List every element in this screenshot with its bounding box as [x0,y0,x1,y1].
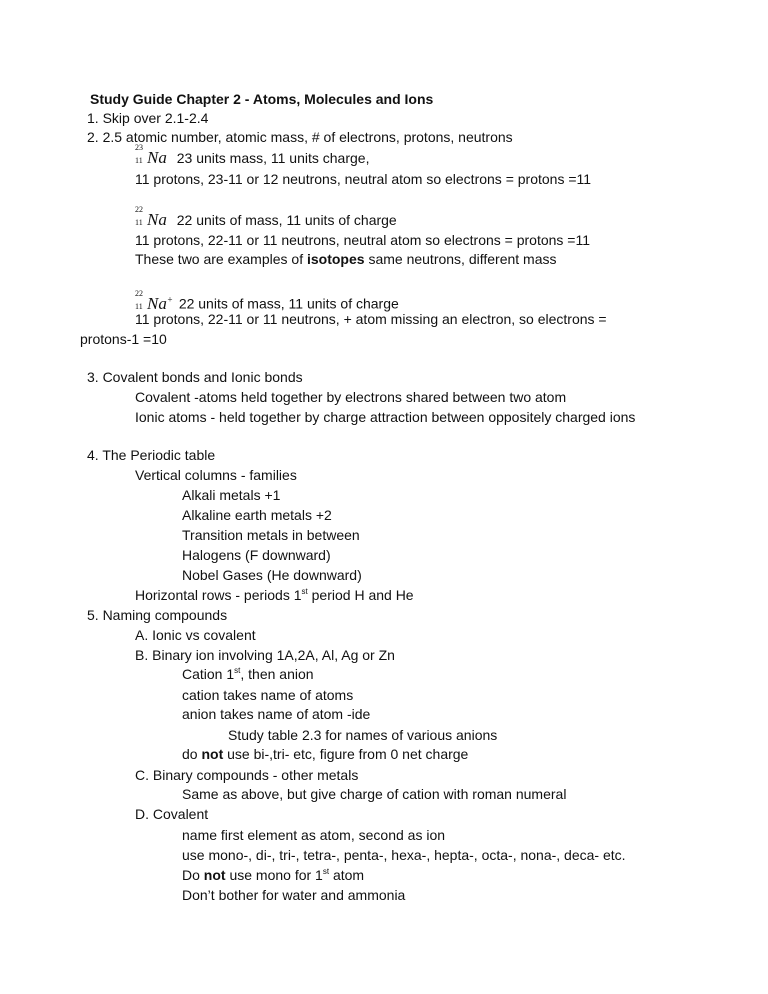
ion-detail-cont: protons-1 =10 [80,331,167,347]
superscript: st [234,666,241,675]
text: same neutrons, different mass [364,251,557,267]
item-3-heading: 3. Covalent bonds and Ionic bonds [87,369,303,385]
item-5b-4: Study table 2.3 for names of various anions [228,727,498,743]
mass-number: 22 [135,288,143,298]
atomic-number: 11 [135,218,143,227]
bold-term: isotopes [306,251,365,267]
item-5b-1 [182,666,314,683]
item-5d: D. Covalent [135,806,209,822]
bold-term: not [201,746,224,762]
text: Horizontal rows - periods 1 [135,587,302,603]
bold-term: not [203,867,226,883]
item-5d-1: name first element as atom, second as ion [182,827,446,843]
item-1: 1. Skip over 2.1-2.4 [87,110,209,126]
mass-number: 22 [135,205,143,214]
item-5b-5 [182,746,468,763]
family-item: Nobel Gases (He downward) [182,567,362,583]
element-symbol: Na [147,210,167,229]
isotope-detail: 11 protons, 23-11 or 12 neutrons, neutral atom so electrons = protons =11 [135,171,592,187]
isotopes-note [135,251,557,268]
isotope-description: 22 units of mass, 11 units of charge [176,212,397,228]
text: use bi-,tri- etc, figure from 0 net charge [223,746,469,762]
family-item: Alkaline earth metals +2 [182,507,332,523]
isotope-example-1 [135,143,370,167]
item-4-heading: 4. The Periodic table [87,447,216,463]
text: , then anion [240,666,314,682]
text: period H and He [307,587,414,603]
isotope-description: 23 units mass, 11 units charge, [176,150,370,166]
item-5a: A. Ionic vs covalent [135,627,256,643]
atomic-number: 11 [135,301,143,311]
isotope-detail: 11 protons, 22-11 or 11 neutrons, neutral atom so electrons = protons =11 [135,232,591,248]
item-5c-1: Same as above, but give charge of cation with roman numeral [182,786,567,802]
text: These two are examples of [135,251,307,267]
text: Do [182,867,204,883]
text: atom [329,867,365,883]
element-symbol: Na [147,293,167,313]
item-5b-3: anion takes name of atom -ide [182,706,371,722]
ion-description: 22 units of mass, 11 units of charge [178,295,399,312]
item-5d-4: Don’t bother for water and ammonia [182,887,406,903]
horizontal-rows [135,587,414,604]
family-item: Alkali metals +1 [182,487,281,503]
superscript: st [301,587,308,596]
ion-detail: 11 protons, 22-11 or 11 neutrons, + atom missing an electron, so electrons = [135,311,607,327]
mass-number: 23 [135,143,143,152]
item-5c: C. Binary compounds - other metals [135,767,359,783]
isotope-notation [135,143,167,167]
covalent-def: Covalent -atoms held together by electrons shared between two atom [135,389,567,405]
item-5d-2: use mono-, di-, tri-, tetra-, penta-, hexa-, hepta-, octa-, nona-, deca- etc. [182,847,626,863]
vertical-columns: Vertical columns - families [135,467,297,483]
text: do [182,746,202,762]
isotope-notation [135,205,167,229]
item-2-heading: 2. 2.5 atomic number, atomic mass, # of electrons, protons, neutrons [87,129,513,145]
item-5d-3 [182,867,364,884]
item-5b: B. Binary ion involving 1A,2A, Al, Ag or Zn [135,647,395,663]
text: Cation 1 [182,666,235,682]
text: use mono for 1 [225,867,323,883]
item-5-heading: 5. Naming compounds [87,607,228,623]
ion-notation [135,288,173,313]
ion-example [135,288,399,313]
isotope-example-2 [135,205,397,229]
document-title: Study Guide Chapter 2 - Atoms, Molecules and Ions [90,91,434,107]
item-5b-2: cation takes name of atoms [182,687,354,703]
ion-charge: + [166,294,173,304]
family-item: Halogens (F downward) [182,547,331,563]
ionic-def: Ionic atoms - held together by charge attraction between oppositely charged ions [135,409,636,425]
element-symbol: Na [147,148,167,167]
atomic-number: 11 [135,156,143,165]
family-item: Transition metals in between [182,527,360,543]
superscript: st [322,867,330,876]
